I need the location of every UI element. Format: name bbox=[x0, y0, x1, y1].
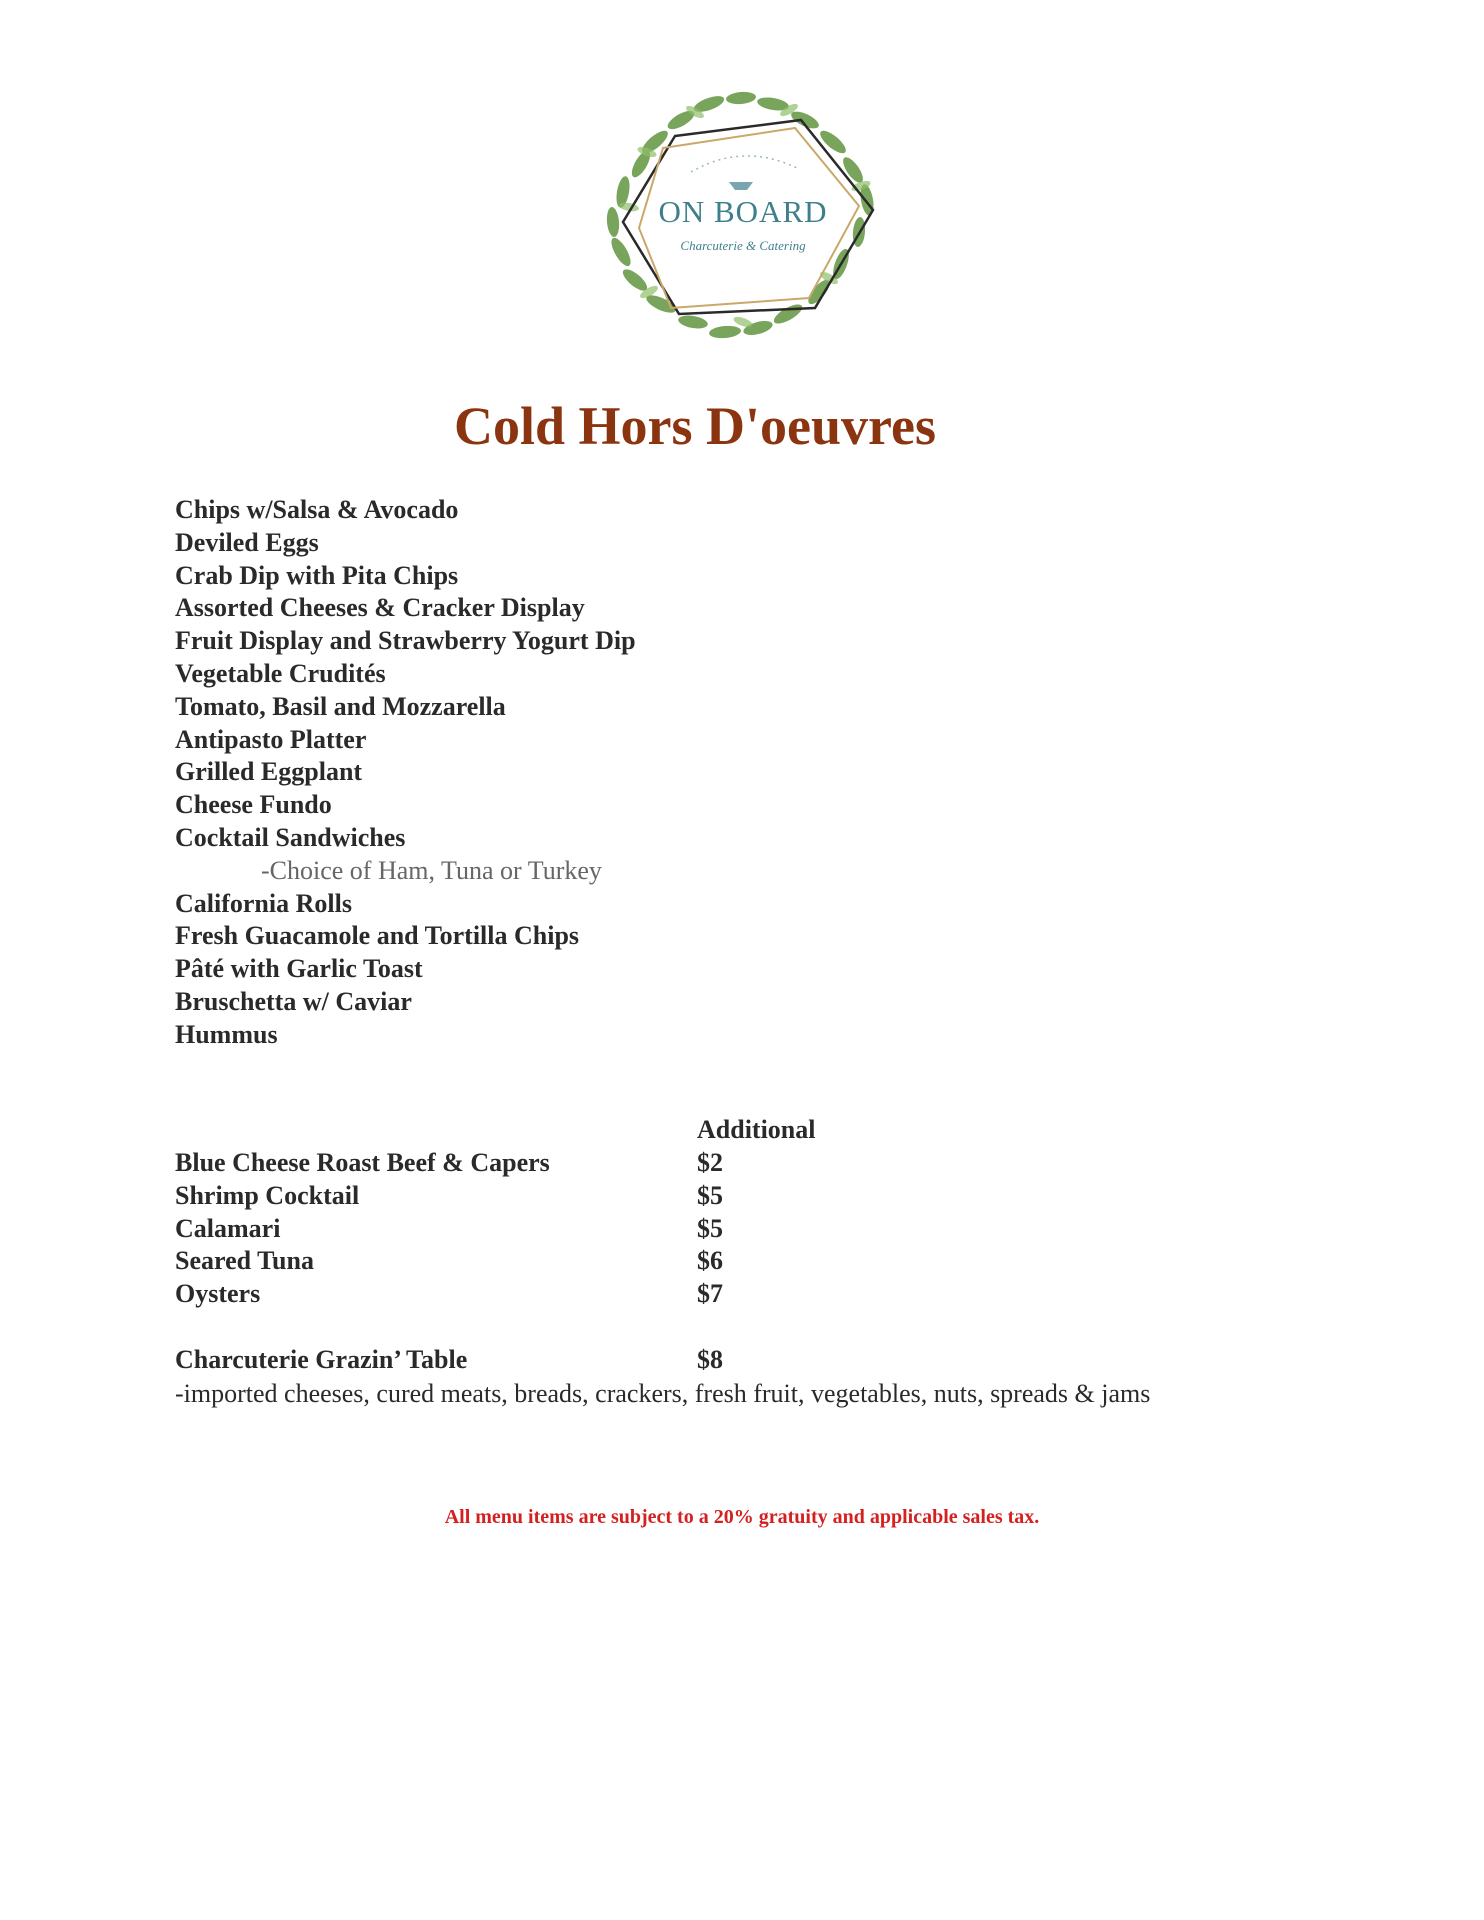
priced-item bbox=[175, 1213, 775, 1246]
list-item: Cocktail Sandwiches bbox=[175, 822, 406, 852]
grazing-table-price: $8 bbox=[697, 1345, 723, 1374]
grazing-table-description: -imported cheeses, cured meats, breads, crackers, fresh fruit, vegetables, nuts, spreads & jams bbox=[175, 1379, 1151, 1408]
page-title: Cold Hors D'oeuvres bbox=[454, 396, 936, 456]
priced-item bbox=[175, 1245, 775, 1278]
priced-item-price: $6 bbox=[697, 1246, 723, 1276]
list-item: Chips w/Salsa & Avocado bbox=[175, 495, 459, 524]
list-item: Antipasto Platter bbox=[175, 724, 367, 754]
list-item: Pâté with Garlic Toast bbox=[175, 954, 423, 984]
additional-header: Additional bbox=[697, 1115, 816, 1144]
priced-item bbox=[175, 1180, 775, 1213]
list-item: California Rolls bbox=[175, 888, 352, 918]
logo-tagline-text: Charcuterie & Catering bbox=[680, 238, 806, 253]
list-item: Deviled Eggs bbox=[175, 527, 319, 557]
list-item: Cheese Fundo bbox=[175, 790, 332, 820]
list-item: Assorted Cheeses & Cracker Display bbox=[175, 593, 585, 623]
boat-icon bbox=[729, 182, 753, 190]
list-item: Tomato, Basil and Mozzarella bbox=[175, 691, 506, 721]
priced-item-price: $2 bbox=[697, 1148, 723, 1177]
priced-item-label: Calamari bbox=[175, 1213, 281, 1243]
priced-item bbox=[175, 1278, 775, 1311]
hors-doeuvres-list bbox=[175, 494, 636, 1052]
priced-item-label: Oysters bbox=[175, 1279, 261, 1309]
list-item: Fresh Guacamole and Tortilla Chips bbox=[175, 921, 580, 951]
priced-item-price: $5 bbox=[697, 1213, 723, 1243]
priced-item-label: Shrimp Cocktail bbox=[175, 1180, 360, 1210]
list-item: Vegetable Crudités bbox=[175, 658, 386, 688]
list-item: Grilled Eggplant bbox=[175, 757, 363, 787]
brand-logo bbox=[583, 82, 901, 350]
priced-item bbox=[175, 1147, 775, 1180]
grazing-table-label: Charcuterie Grazin’ Table bbox=[175, 1345, 468, 1374]
list-item: Fruit Display and Strawberry Yogurt Dip bbox=[175, 626, 636, 656]
grazing-table-row bbox=[175, 1344, 775, 1377]
priced-item-label: Blue Cheese Roast Beef & Capers bbox=[175, 1148, 550, 1177]
logo-brand-text: ON BOARD bbox=[658, 194, 828, 229]
gratuity-disclaimer: All menu items are subject to a 20% gratuity and applicable sales tax. bbox=[444, 1506, 1040, 1528]
list-item: Hummus bbox=[175, 1019, 278, 1049]
priced-item-price: $5 bbox=[697, 1180, 723, 1210]
list-item: Bruschetta w/ Caviar bbox=[175, 986, 412, 1016]
list-item: Crab Dip with Pita Chips bbox=[175, 560, 459, 590]
priced-item-price: $7 bbox=[697, 1279, 723, 1309]
additional-items-list bbox=[175, 1147, 775, 1311]
priced-item-label: Seared Tuna bbox=[175, 1246, 314, 1276]
list-item-note: -Choice of Ham, Tuna or Turkey bbox=[261, 855, 602, 885]
